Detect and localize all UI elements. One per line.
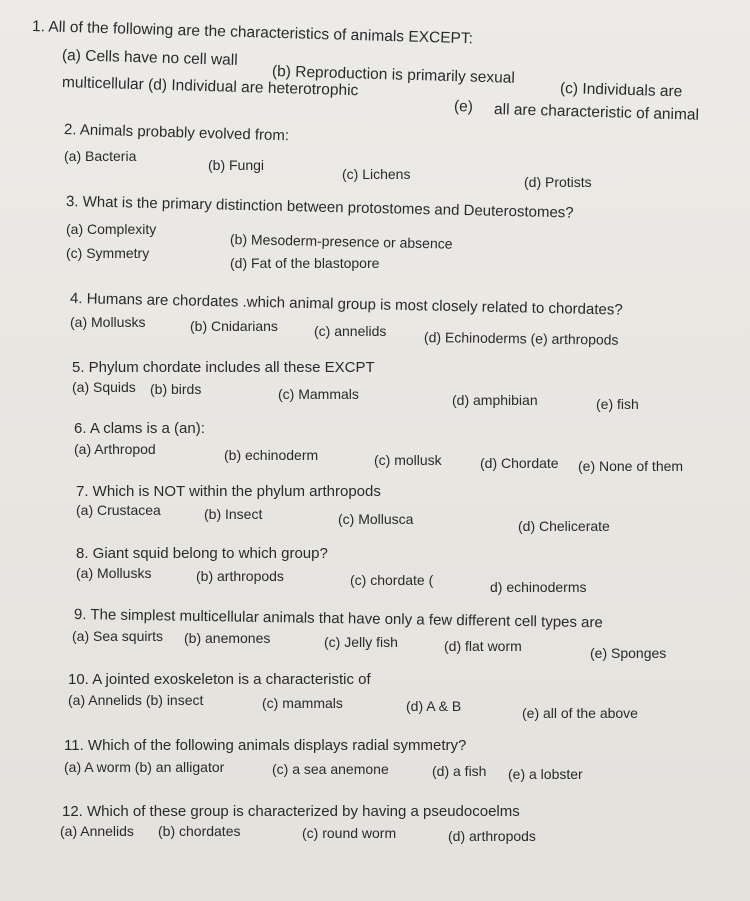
- question-1-option-b: (b) Reproduction is primarily sexual: [271, 63, 516, 87]
- question-9-option-b: (b) anemones: [184, 630, 271, 646]
- question-5-option-d: (d) amphibian: [452, 392, 538, 408]
- question-4-option-d-e: (d) Echinoderms (e) arthropods: [423, 329, 619, 348]
- question-5-option-a: (a) Squids: [72, 379, 136, 395]
- question-4-stem: 4. Humans are chordates .which animal group is most closely related to chordates?: [69, 290, 623, 319]
- question-1-option-c: (c) Individuals are: [559, 80, 683, 101]
- question-5-option-b: (b) birds: [150, 381, 202, 397]
- question-12-option-d: (d) arthropods: [448, 828, 536, 844]
- question-5-stem: 5. Phylum chordate includes all these EXCPT: [72, 359, 375, 376]
- question-8-option-c: (c) chordate (: [350, 572, 434, 588]
- question-7-option-b: (b) Insect: [204, 506, 263, 522]
- question-2-stem: 2. Animals probably evolved from:: [63, 121, 290, 145]
- question-10-stem: 10. A jointed exoskeleton is a characteristic of: [68, 671, 371, 688]
- question-1-option-e: (e): [453, 98, 474, 116]
- question-3-option-a: (a) Complexity: [66, 221, 157, 237]
- question-7-option-d: (d) Chelicerate: [518, 518, 610, 534]
- question-1-option-d: multicellular (d) Individual are heterotrophic: [61, 74, 359, 100]
- question-10-option-d: (d) A & B: [406, 698, 462, 714]
- question-2-option-b: (b) Fungi: [208, 157, 265, 173]
- question-12-option-a: (a) Annelids: [60, 823, 134, 839]
- question-9-stem: 9. The simplest multicellular animals that have only a few different cell types are: [73, 606, 603, 632]
- question-11-option-a-b: (a) A worm (b) an alligator: [64, 759, 225, 775]
- question-6-option-c: (c) mollusk: [374, 452, 442, 468]
- question-4-option-a: (a) Mollusks: [70, 314, 146, 330]
- question-12-option-c: (c) round worm: [302, 825, 397, 841]
- question-3-stem: 3. What is the primary distinction between protostomes and Deuterostomes?: [65, 193, 574, 222]
- question-9-option-d: (d) flat worm: [444, 638, 522, 654]
- question-10-option-a-b: (a) Annelids (b) insect: [68, 692, 204, 708]
- question-12-stem: 12. Which of these group is characterized by having a pseudocoelms: [62, 803, 520, 820]
- question-10-option-e: (e) all of the above: [522, 705, 638, 721]
- question-7-option-a: (a) Crustacea: [76, 502, 161, 518]
- question-2-option-d: (d) Protists: [524, 174, 592, 190]
- question-1-option-e-text: all are characteristic of animal: [493, 101, 700, 124]
- question-4-option-c: (c) annelids: [314, 323, 387, 339]
- question-7-stem: 7. Which is NOT within the phylum arthropods: [76, 483, 381, 500]
- question-6-option-e: (e) None of them: [578, 458, 684, 474]
- question-5-option-e: (e) fish: [596, 396, 639, 412]
- question-8-stem: 8. Giant squid belong to which group?: [76, 545, 328, 562]
- question-2-option-a: (a) Bacteria: [64, 148, 137, 164]
- question-9-option-e: (e) Sponges: [590, 645, 667, 661]
- question-11-option-e: (e) a lobster: [508, 766, 583, 782]
- question-1-option-a: (a) Cells have no cell wall: [61, 47, 238, 69]
- question-3-option-b: (b) Mesoderm-presence or absence: [229, 231, 453, 252]
- question-8-option-b: (b) arthropods: [196, 568, 284, 584]
- question-12-option-b: (b) chordates: [158, 823, 241, 839]
- question-2-option-c: (c) Lichens: [342, 166, 411, 182]
- question-3-option-c: (c) Symmetry: [66, 245, 150, 261]
- question-11-stem: 11. Which of the following animals displays radial symmetry?: [64, 737, 467, 754]
- question-8-option-a: (a) Mollusks: [76, 565, 152, 581]
- question-1-stem: 1. All of the following are the characteristics of animals EXCEPT:: [31, 18, 474, 48]
- question-6-option-d: (d) Chordate: [480, 455, 559, 471]
- question-10-option-c: (c) mammals: [262, 695, 343, 711]
- question-3-option-d: (d) Fat of the blastopore: [230, 255, 380, 271]
- question-6-stem: 6. A clams is a (an):: [74, 420, 205, 437]
- question-11-option-c: (c) a sea anemone: [272, 761, 389, 777]
- question-11-option-d: (d) a fish: [432, 763, 487, 779]
- question-6-option-b: (b) echinoderm: [224, 447, 319, 463]
- question-5-option-c: (c) Mammals: [278, 386, 359, 402]
- question-7-option-c: (c) Mollusca: [338, 511, 414, 527]
- question-8-option-d: d) echinoderms: [490, 579, 587, 595]
- question-4-option-b: (b) Cnidarians: [190, 318, 278, 334]
- question-9-option-a: (a) Sea squirts: [72, 628, 164, 644]
- question-6-option-a: (a) Arthropod: [74, 441, 156, 457]
- question-9-option-c: (c) Jelly fish: [324, 634, 398, 650]
